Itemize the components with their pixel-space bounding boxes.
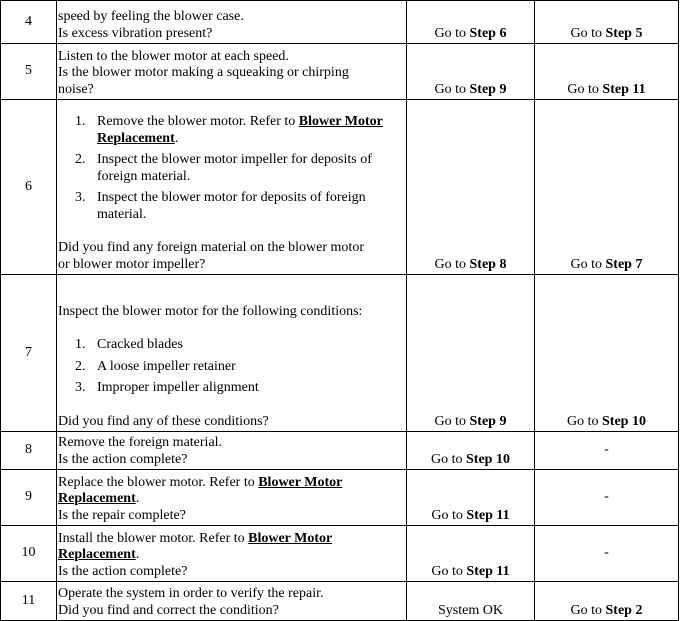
step-reference: Step 10 [602, 413, 646, 429]
step-row-7 [1, 275, 679, 432]
yes-result [407, 1, 535, 44]
action-text: speed by feeling the blower case. [58, 9, 244, 24]
action-text: Install the blower motor. Refer to [58, 530, 249, 546]
step-row-4 [1, 1, 679, 44]
action-text: Is excess vibration present? [58, 25, 213, 41]
system-ok-text: System OK [438, 602, 503, 618]
list-marker: 2. [75, 152, 86, 167]
step-reference: Step 7 [605, 256, 643, 272]
no-result [535, 1, 679, 44]
action-line [58, 240, 406, 257]
action-text: Remove the blower motor. Refer to [97, 114, 299, 129]
step-row-10 [1, 526, 679, 582]
action-cell [57, 1, 407, 44]
step-number: 10 [1, 526, 57, 582]
action-text: Improper impeller alignment [97, 380, 259, 395]
action-text: Cracked blades [97, 337, 183, 352]
action-text: Inspect the blower motor impeller for deposits of foreign material. [97, 152, 372, 184]
action-text: Did you find any of these conditions? [58, 413, 269, 429]
no-result [535, 44, 679, 100]
no-result-dash: - [604, 441, 609, 457]
yes-result [407, 432, 535, 470]
list-marker: 3. [75, 380, 86, 395]
no-result [535, 470, 679, 526]
action-cell [57, 275, 407, 432]
action-line [58, 49, 406, 66]
yes-result [407, 470, 535, 526]
action-text: or blower motor impeller? [58, 256, 206, 272]
yes-result [407, 526, 535, 582]
no-result [535, 100, 679, 275]
step-row-9 [1, 470, 679, 526]
list-marker: 1. [75, 114, 86, 129]
action-text: . [135, 491, 140, 506]
action-line [58, 491, 406, 508]
action-text: Remove the foreign material. [58, 435, 223, 450]
action-cell [57, 432, 407, 470]
action-text: Is the action complete? [58, 451, 188, 467]
step-number: 7 [1, 275, 57, 432]
go-to-prefix: Go to [570, 602, 606, 618]
action-line [58, 82, 406, 99]
procedure-list-item [58, 380, 406, 397]
step-number: 8 [1, 432, 57, 470]
action-text: Operate the system in order to verify the repair. [58, 586, 324, 601]
action-text: . [174, 130, 179, 146]
action-text: Is the action complete? [58, 563, 188, 579]
step-reference: Step 5 [605, 25, 643, 41]
action-text: . [135, 547, 140, 562]
procedure-list-item [58, 337, 406, 354]
no-result [535, 432, 679, 470]
go-to-prefix: Go to [434, 81, 470, 97]
action-line [58, 603, 406, 620]
action-text: Replace the blower motor. Refer to [58, 474, 259, 490]
step-reference: Step 11 [466, 507, 510, 523]
action-cell [57, 44, 407, 100]
go-to-prefix: Go to [434, 413, 470, 429]
action-line [58, 452, 406, 469]
blower-motor-replacement-link[interactable]: Blower Motor [248, 530, 333, 546]
go-to-prefix: Go to [434, 256, 470, 272]
action-line [58, 9, 406, 26]
action-line [58, 508, 406, 525]
action-line [58, 435, 406, 452]
step-row-11 [1, 582, 679, 621]
no-result [535, 526, 679, 582]
step-number: 11 [1, 582, 57, 621]
action-text: Did you find any foreign material on the blower motor [58, 240, 364, 255]
go-to-prefix: Go to [570, 25, 606, 41]
blower-motor-replacement-link[interactable]: Replacement [58, 491, 136, 506]
no-result-dash: - [604, 488, 609, 504]
procedure-list-item [58, 152, 406, 185]
action-line [58, 26, 406, 43]
action-text: A loose impeller retainer [97, 358, 236, 374]
no-result-dash: - [604, 544, 609, 560]
action-line [58, 547, 406, 564]
blower-motor-replacement-link[interactable]: Blower Motor Replacement [97, 114, 383, 146]
action-line [58, 65, 406, 82]
go-to-prefix: Go to [431, 563, 467, 579]
blower-motor-replacement-link[interactable]: Replacement [58, 547, 136, 562]
no-result [535, 582, 679, 621]
procedure-list-item [58, 359, 406, 376]
step-number: 6 [1, 100, 57, 275]
step-reference: Step 10 [466, 451, 510, 467]
blower-motor-replacement-link[interactable]: Blower Motor [258, 474, 343, 490]
action-line [58, 414, 406, 431]
go-to-prefix: Go to [567, 413, 603, 429]
list-marker: 3. [75, 190, 86, 205]
action-text: Is the repair complete? [58, 507, 186, 523]
step-number: 9 [1, 470, 57, 526]
action-line [58, 257, 406, 274]
step-number: 5 [1, 44, 57, 100]
action-cell [57, 100, 407, 275]
procedure-list [58, 337, 406, 397]
yes-result [407, 100, 535, 275]
action-text: Did you find and correct the condition? [58, 602, 279, 618]
go-to-prefix: Go to [567, 81, 603, 97]
action-text: Is the blower motor making a squeaking or chirping [58, 65, 349, 80]
step-row-8 [1, 432, 679, 470]
go-to-prefix: Go to [431, 451, 467, 467]
procedure-list [58, 114, 406, 223]
yes-result [407, 44, 535, 100]
action-line [58, 586, 406, 603]
step-number: 4 [1, 1, 57, 44]
action-line [58, 564, 406, 581]
list-marker: 2. [75, 358, 86, 374]
step-reference: Step 6 [469, 25, 507, 41]
procedure-list-item [58, 190, 406, 223]
step-row-6 [1, 100, 679, 275]
action-intro: Inspect the blower motor for the following conditions: [58, 303, 363, 319]
step-reference: Step 2 [605, 602, 643, 618]
yes-result [407, 582, 535, 621]
action-cell [57, 470, 407, 526]
action-text: noise? [58, 81, 94, 97]
list-marker: 1. [75, 337, 86, 352]
action-line [58, 531, 406, 548]
go-to-prefix: Go to [570, 256, 606, 272]
step-reference: Step 8 [469, 256, 507, 272]
yes-result [407, 275, 535, 432]
no-result [535, 275, 679, 432]
action-text: Inspect the blower motor for deposits of foreign material. [97, 190, 366, 222]
action-text: Listen to the blower motor at each speed. [58, 48, 289, 64]
procedure-list-item [58, 114, 406, 147]
go-to-prefix: Go to [431, 507, 467, 523]
step-reference: Step 11 [602, 81, 646, 97]
step-reference: Step 9 [469, 413, 507, 429]
step-reference: Step 9 [469, 81, 507, 97]
step-row-5 [1, 44, 679, 100]
action-cell [57, 582, 407, 621]
step-reference: Step 11 [466, 563, 510, 579]
go-to-prefix: Go to [434, 25, 470, 41]
action-line [58, 475, 406, 492]
action-cell [57, 526, 407, 582]
